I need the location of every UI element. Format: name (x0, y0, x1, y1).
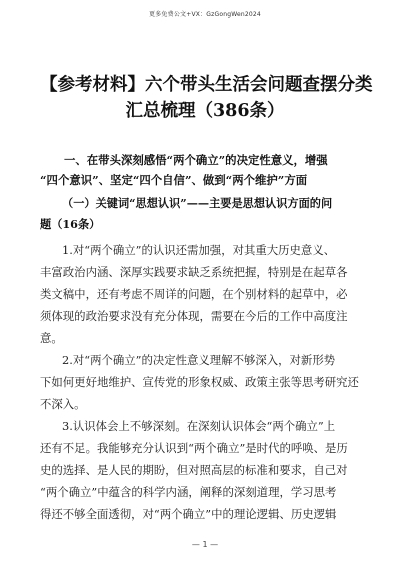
paragraph-line: 不深入。 (40, 397, 86, 411)
section-heading-line-2: “四个意识”、坚定“四个自信”、做到“两个维护”方面 (40, 173, 308, 187)
paragraph-line: “两个确立”中蕴含的科学内涵，阐释的深刻道理，学习思考 (40, 485, 337, 499)
paragraph-1 (40, 239, 370, 349)
paragraph-line: 丰富政治内涵、深厚实践要求缺乏系统把握，特别是在起草各 (40, 265, 348, 279)
subsection-heading-1 (40, 193, 370, 235)
paragraph-line: 史的选择、是人民的期盼，但对照高层的标准和要求，自己对 (40, 463, 348, 477)
section-heading-1 (40, 150, 370, 190)
paragraph-line: 得还不够全面透彻，对“两个确立”中的理论逻辑、历史逻辑 (40, 507, 337, 521)
paragraph-2 (40, 349, 370, 415)
paragraph-line: 类文稿中，还有考虑不周详的问题，在个别材料的起草中，必 (40, 287, 348, 301)
subsection-heading-line-2: 题（16条） (40, 217, 101, 231)
paragraph-3 (40, 415, 370, 525)
paragraph-line: 还有不足。我能够充分认识到“两个确立”是时代的呼唤、是历 (40, 441, 348, 455)
body-text (40, 239, 370, 525)
paragraph-line: 下如何更好地维护、宣传党的形象权威、政策主张等思考研究还 (40, 375, 359, 389)
page-number: — 1 — (191, 540, 219, 549)
title-line-1: 【参考材料】六个带头生活会问题查摆分类 (40, 75, 373, 95)
paragraph-line: 1.对“两个确立”的认识还需加强，对其重大历史意义、 (62, 243, 336, 257)
paragraph-line: 意。 (40, 331, 63, 345)
paragraph-line: 须体现的政治要求没有充分体现，需要在今后的工作中高度注 (40, 309, 348, 323)
title-line-2: 汇总梳理（386条） (125, 101, 285, 121)
header-note: 更多免费公文+VX：GzGongWen2024 (149, 11, 261, 18)
paragraph-line: 3.认识体会上不够深刻。在深刻认识体会“两个确立”上 (62, 419, 336, 433)
paragraph-line: 2.对“两个确立”的决定性意义理解不够深入，对新形势 (62, 353, 336, 367)
section-heading-line-1: 一、在带头深刻感悟“两个确立”的决定性意义，增强 (64, 153, 328, 167)
subsection-heading-line-1: （一）关键词“思想认识”——主要是思想认识方面的问 (62, 196, 333, 210)
document-title (40, 72, 373, 124)
